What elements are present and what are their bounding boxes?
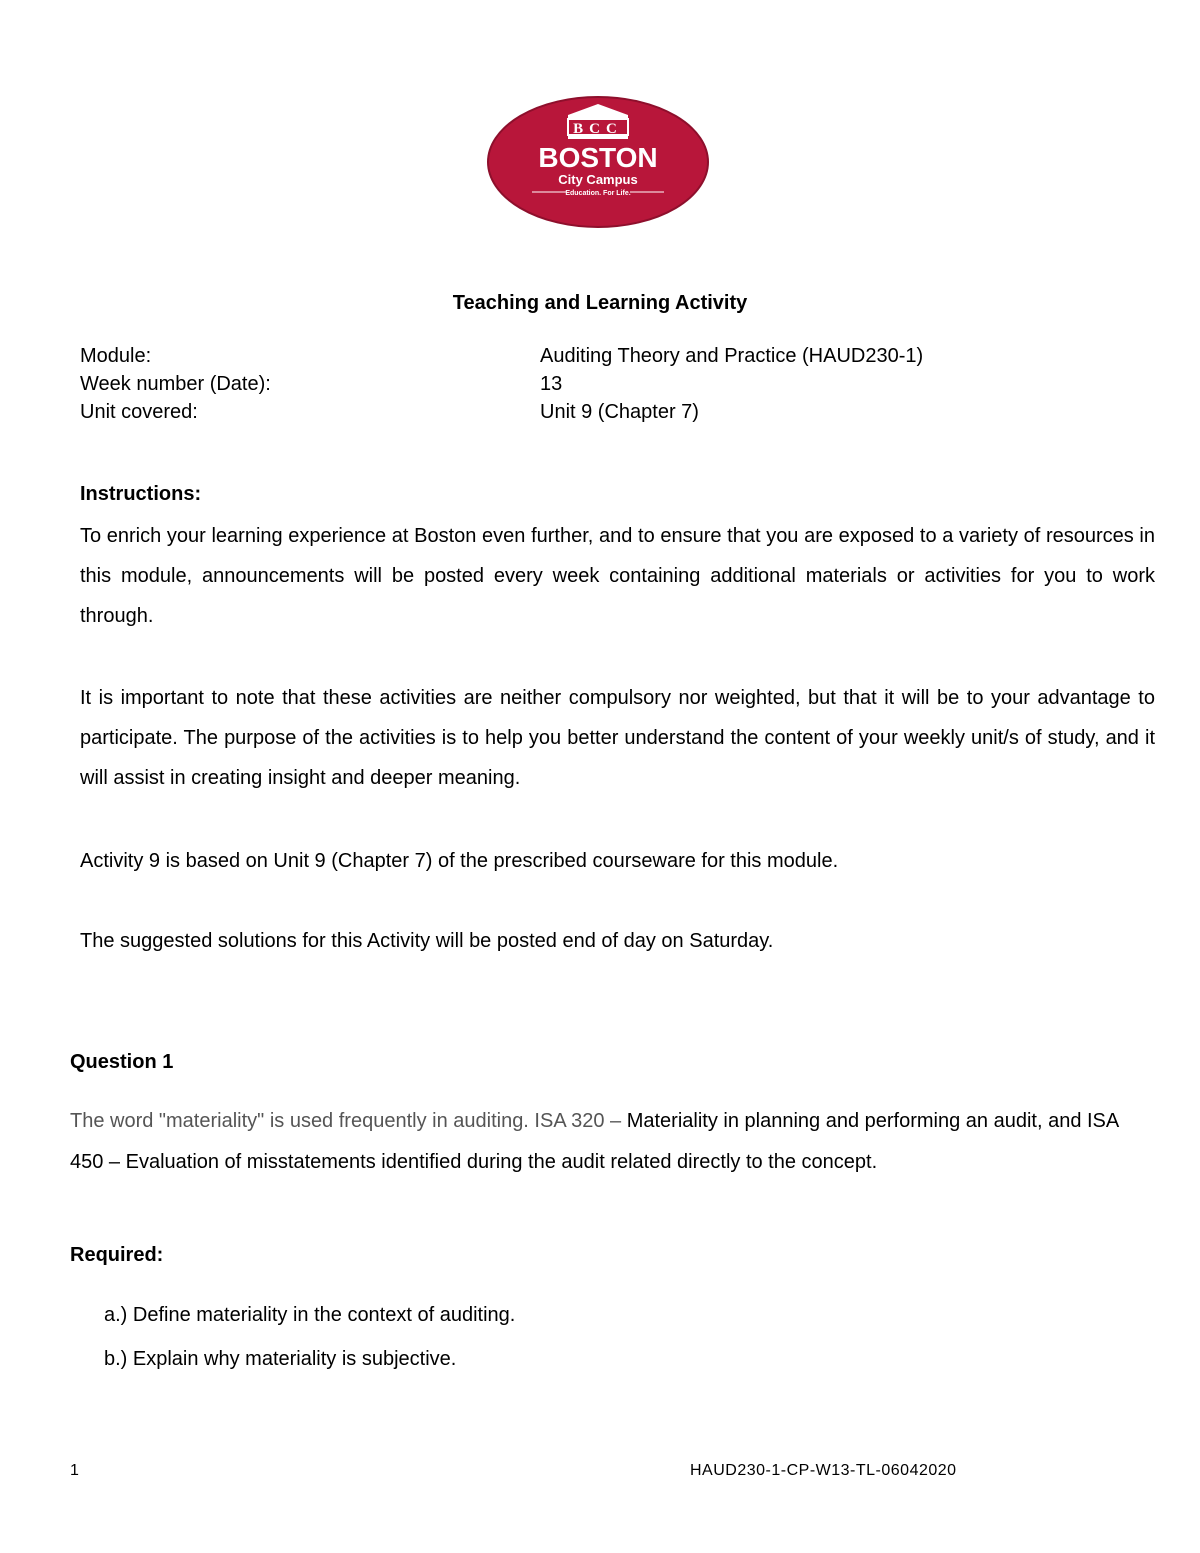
unit-value: Unit 9 (Chapter 7) [540,401,699,423]
instructions-heading: Instructions: [80,483,202,505]
module-row [80,342,1080,370]
module-info [80,342,1080,426]
page-title: Teaching and Learning Activity [452,292,748,314]
unit-row [80,398,1080,426]
module-value: Auditing Theory and Practice (HAUD230-1) [540,345,924,367]
week-value: 13 [540,373,563,395]
required-item-b: b.) Explain why materiality is subjective. [104,1348,457,1370]
unit-label: Unit covered: [80,401,198,423]
instructions-paragraph-4: The suggested solutions for this Activity will be posted end of day on Saturday. [80,930,774,952]
logo-monogram: BCC [573,121,623,137]
week-label: Week number (Date): [80,373,271,395]
bcc-logo [486,95,710,229]
question-heading: Question 1 [70,1051,174,1073]
document-code: HAUD230-1-CP-W13-TL-06042020 [690,1462,957,1479]
instructions-paragraph-2: It is important to note that these activities are neither compulsory nor weighted, but that it will be to your advantage to participate. The purpose of the activities is to help you better understand the content of your weekly unit/s of study, and it will assist in creating insight and deeper meaning. [80,687,1155,789]
page-number: 1 [70,1462,79,1479]
module-label: Module: [80,345,152,367]
instructions-paragraph-1: To enrich your learning experience at Boston even further, and to ensure that you are exposed to a variety of resources in this module, announcements will be posted every week containing additional materials or activities for you to work through. [80,525,1155,627]
question-body-intro: The word "materiality" is used frequently in auditing. ISA 320 – [70,1110,627,1132]
instructions-paragraph-3: Activity 9 is based on Unit 9 (Chapter 7) of the prescribed courseware for this module. [80,850,839,872]
required-item-a: a.) Define materiality in the context of auditing. [104,1304,516,1326]
required-list [104,1293,515,1381]
question-body-rest: Materiality in planning and performing an audit, and ISA 450 – Evaluation of misstatements identified during the audit related directly to the concept. [70,1110,1119,1173]
required-heading: Required: [70,1244,164,1266]
question-body [70,1101,1140,1183]
logo-campus: City Campus [558,172,638,187]
logo-name: BOSTON [538,142,658,173]
logo-tagline: Education. For Life. [565,190,631,197]
week-row [80,370,1080,398]
